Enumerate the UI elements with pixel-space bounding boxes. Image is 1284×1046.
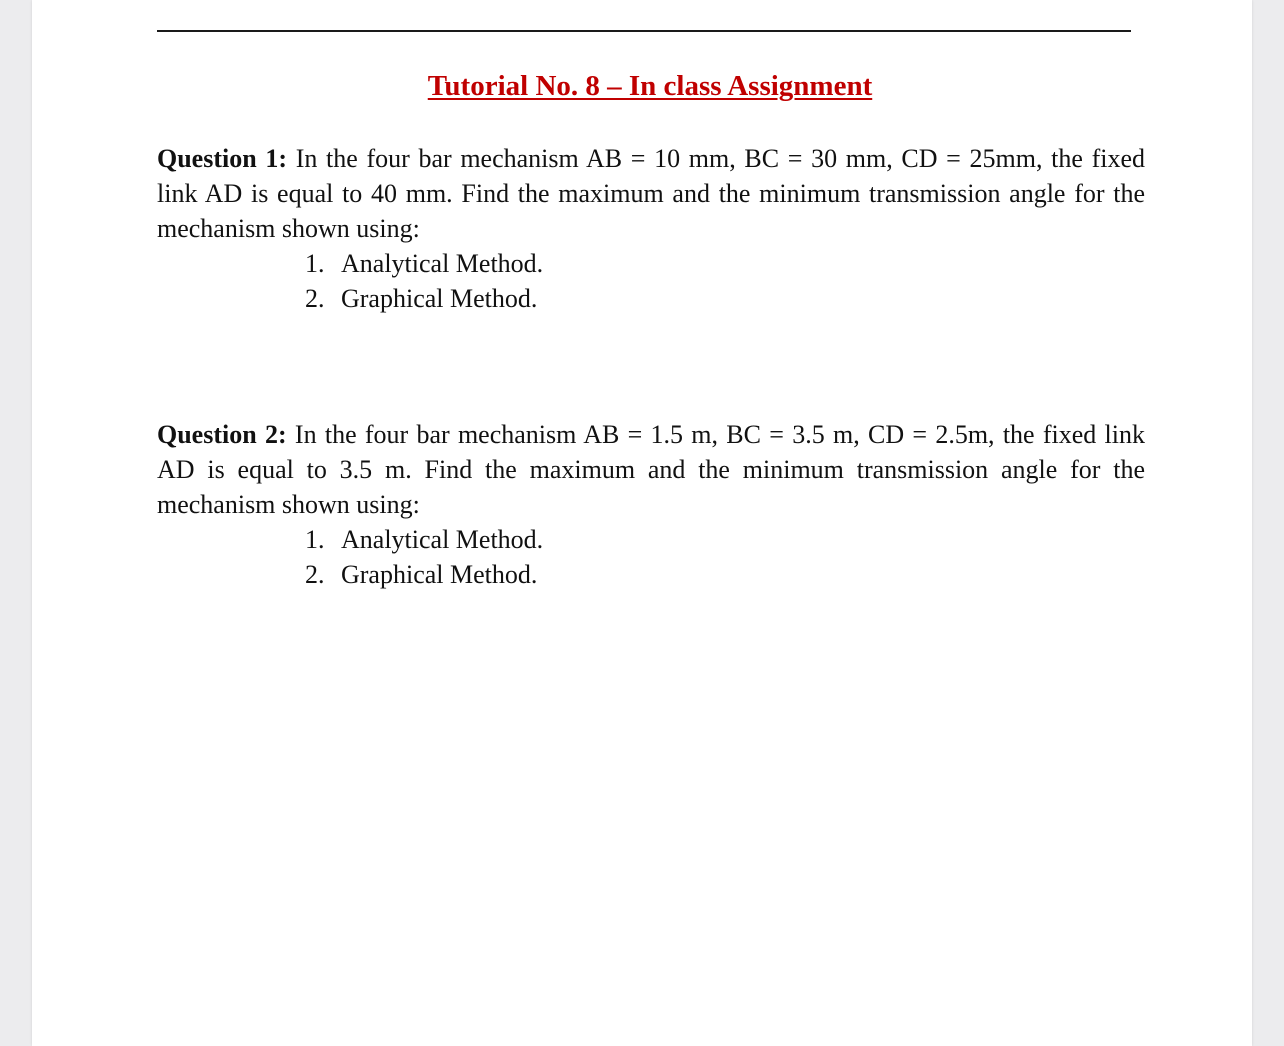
- question-1: [157, 141, 1145, 316]
- question-1-methods: [157, 246, 1145, 316]
- method-item: [157, 557, 1145, 592]
- method-text: Analytical Method.: [341, 249, 544, 278]
- method-item: [157, 281, 1145, 316]
- question-2-label: Question 2:: [157, 420, 287, 449]
- method-number: 1.: [305, 249, 325, 278]
- question-1-text: In the four bar mechanism AB = 10 mm, BC = 30 mm, CD = 25mm, the fixed link AD is equal to 40 mm. Find the maximum and the minimum transmission angle for the mechanism shown using:: [157, 144, 1146, 243]
- method-text: Analytical Method.: [341, 525, 544, 554]
- document-page: [32, 0, 1252, 1046]
- question-1-label: Question 1:: [157, 144, 288, 173]
- method-text: Graphical Method.: [341, 560, 538, 589]
- page-title: Tutorial No. 8 – In class Assignment: [427, 70, 873, 102]
- question-2-methods: [157, 522, 1145, 592]
- method-number: 2.: [305, 284, 325, 313]
- question-2: [157, 417, 1145, 592]
- method-number: 2.: [305, 560, 325, 589]
- method-item: [157, 522, 1145, 557]
- method-item: [157, 246, 1145, 281]
- method-text: Graphical Method.: [341, 284, 538, 313]
- header-rule: [157, 30, 1131, 32]
- method-number: 1.: [305, 525, 325, 554]
- question-2-text: In the four bar mechanism AB = 1.5 m, BC = 3.5 m, CD = 2.5m, the fixed link AD is equal to 3.5 m. Find the maximum and the minimum transmission angle for the mechanism shown using:: [157, 420, 1146, 519]
